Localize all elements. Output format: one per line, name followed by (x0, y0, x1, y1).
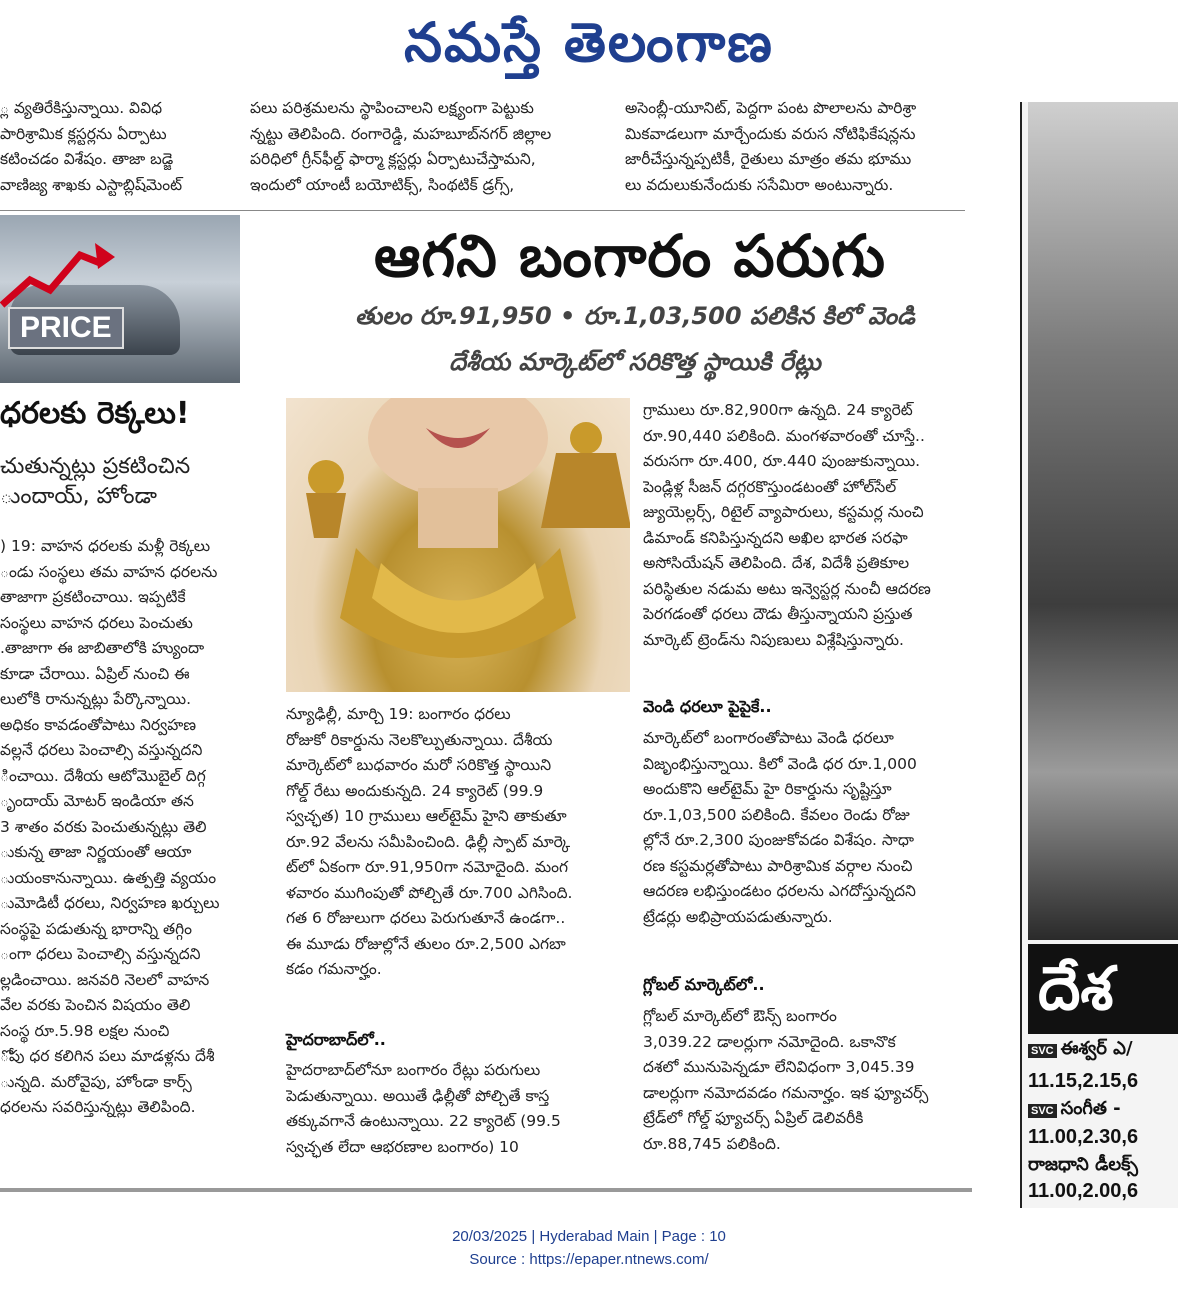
text-line: లులోకి రానున్నట్లు పేర్కొన్నాయి. (0, 690, 192, 708)
text-line: లు వదులుకునేందుకు ససేమిరా అంటున్నారు. (625, 175, 894, 194)
text-line: తక్కువగానే ఉంటున్నాయి. 22 క్యారెట్ (99.5 (286, 1112, 561, 1130)
rising-arrow-icon (0, 235, 120, 315)
text-line: ృందాయ్ మోటర్ ఇండియా తన (0, 792, 194, 810)
side-story-subtitle (0, 452, 240, 512)
text-line: కడం గమనార్హం. (286, 960, 382, 978)
theatre-2 (1028, 1098, 1178, 1123)
svc-logo: SVC (1028, 1044, 1057, 1058)
car-price-image (0, 215, 240, 383)
theatre-1 (1028, 1038, 1178, 1063)
text-line: 3 శాతం వరకు పెంచుతున్నట్లు తెలి (0, 817, 207, 836)
price-badge: PRICE (8, 307, 124, 349)
text-line: రూ.90,440 పలికింది. మంగళవారంతో చూస్తే.. (643, 426, 925, 445)
theatre-3-name: రాజధాని డీలక్స్ (1028, 1154, 1138, 1175)
theatre-1-name: ఈశ్వర్ ఎ/ (1060, 1038, 1133, 1059)
text-line: మార్కెట్‌లో బుధవారం మరో సరికొత్త స్థాయిని (286, 756, 552, 774)
divider-top (0, 210, 965, 211)
top-strip-col1 (0, 96, 240, 198)
jewellery-illustration (286, 398, 630, 692)
text-line: జ్యుయెల్లర్స్, రిటైల్ వ్యాపారులు, కస్టమర్ల నుంచి (643, 503, 924, 521)
main-col-a-hyderabad (286, 1058, 630, 1160)
text-line: దశలో మునుపెన్నడూ లేనివిధంగా 3,045.39 (643, 1058, 915, 1076)
text-line: కూడా చేరాయి. ఏప్రిల్ నుంచి ఈ (0, 664, 190, 683)
text-line: ) 19: వాహన ధరలకు మళ్లీ రెక్కలు (0, 537, 211, 555)
text-line: వాణిజ్య శాఖకు ఎస్టాబ్లిష్‌మెంట్ (0, 175, 183, 194)
text-line: విజృంభిస్తున్నాయి. కిలో వెండి ధర రూ.1,000 (643, 754, 917, 773)
text-line: ోపు ధర కలిగిన పలు మాడళ్లను దేశీ (0, 1047, 215, 1065)
theatre-2-name: సంగీత - (1060, 1098, 1121, 1119)
movie-ad (1020, 102, 1178, 1208)
text-line: ుందాయ్, హోండా (0, 484, 157, 509)
main-col-b-global (643, 1004, 973, 1157)
text-line: ంగా ధరలు పెంచాల్సి వస్తున్నదని (0, 945, 201, 963)
text-line: పలు పరిశ్రమలను స్థాపించాలని లక్ష్యంగా పెట్టుకు (250, 99, 534, 117)
hyderabad-subheading: హైదరాబాద్‌లో.. (286, 1030, 386, 1049)
movie-title: దేశ (1028, 944, 1178, 1034)
text-line: ట్రేడర్లు అభిప్రాయపడుతున్నారు. (643, 907, 833, 926)
theatre-3 (1028, 1154, 1178, 1179)
text-line: ళవారం ముగింపుతో పోల్చితే రూ.700 ఎగిసింది. (286, 883, 573, 902)
text-line: మార్కెట్‌లో బంగారంతోపాటు వెండి ధరలూ (643, 729, 894, 747)
text-line: వల్లనే ధరలు పెంచాల్సి వస్తున్నదని (0, 741, 203, 759)
main-subhead-2: దేశీయ మార్కెట్‌లో సరికొత్త స్థాయికి రేట్లు (449, 348, 821, 376)
text-line: ండు సంస్థలు తమ వాహన ధరలను (0, 562, 218, 581)
text-line: స్వచ్ఛత) 10 గ్రాములు ఆల్‌టైమ్ హైని తాకుతూ (286, 807, 567, 825)
text-line: ున్నది. మరోవైపు, హోండా కార్స్ (0, 1072, 192, 1091)
top-strip-col2 (250, 96, 610, 198)
theatre-2-times: 11.00,2.30,6 (1028, 1126, 1139, 1148)
text-line: ట్రేడ్‌లో గోల్డ్ ఫ్యూచర్స్ ఏప్రిల్ డెలివరీకి (643, 1109, 864, 1127)
text-line: ల్లడించాయి. జనవరి నెలలో వాహన (0, 970, 210, 989)
text-line: మార్కెట్ ట్రెండ్‌ను నిపుణులు విశ్లేషిస్తున్నారు. (643, 630, 904, 649)
side-story-title: ధరలకు రెక్కలు! (0, 396, 190, 431)
text-line: అందుకొని ఆల్‌టైమ్ హై రికార్డును సృష్టిస్తూ (643, 780, 892, 798)
text-line: ట్‌లో ఏకంగా రూ.91,950గా నమోదైంది. మంగ (286, 858, 569, 876)
text-line: పరిధిలో గ్రీన్‌ఫీల్డ్ ఫార్మా క్లస్టర్లు ఏర్పాటుచేస్తామని, (250, 150, 536, 168)
main-col-a-intro (286, 702, 630, 983)
text-line: పెండ్లిళ్ల సీజన్ దగ్గరకొస్తుండటంతో హోల్‌సేల్ (643, 477, 897, 496)
text-line: ధరలను సవరిస్తున్నట్లు తెలిపింది. (0, 1098, 196, 1116)
text-line: ఈ మూడు రోజుల్లోనే తులం రూ.2,500 ఎగబా (286, 934, 566, 953)
text-line: పారిశ్రామిక క్లస్టర్లను ఏర్పాటు (0, 124, 167, 143)
text-line: డాలర్లుగా నమోదవడం గమనార్హం. ఇక ఫ్యూచర్స్ (643, 1083, 929, 1102)
text-line: .తాజాగా ఈ జాబితాలోకి హ్యుందా (0, 639, 205, 657)
text-line: వేల వరకు పెంచిన విషయం తెలి (0, 996, 191, 1014)
text-line: అసెంబ్లీ-యూనిట్, పెద్దగా పంట పొలాలను పారిశ్రా (625, 99, 917, 117)
text-line: పెడుతున్నాయి. అయితే ఢిల్లీతో పోల్చితే కాస్త (286, 1086, 550, 1105)
text-line: న్నట్టు తెలిపింది. రంగారెడ్డి, మహబూబ్‌నగర్ జిల్లాల (250, 124, 552, 143)
divider-bottom (0, 1188, 972, 1192)
theatre-3-times: 11.00,2.00,6 (1028, 1180, 1139, 1202)
global-subheading: గ్లోబల్ మార్కెట్‌లో.. (643, 975, 765, 994)
text-line: సంస్థపై పడుతున్న భారాన్ని తగ్గిం (0, 919, 192, 938)
text-line: సంస్థలు వాహన ధరలు పెంచుతు (0, 613, 193, 632)
text-line: మికవాడలుగా మార్చేందుకు వరుస నోటిఫికేషన్లను (625, 124, 916, 143)
text-line: ్ల వ్యతిరేకిస్తున్నాయి. వివిధ (0, 99, 163, 117)
text-line: సంస్థ రూ.5.98 లక్షల నుంచి (0, 1021, 170, 1040)
main-headline: ఆగని బంగారం పరుగు (374, 222, 886, 290)
text-line: వరుసగా రూ.400, రూ.440 పుంజుకున్నాయి. (643, 452, 921, 470)
text-line: రోజుకో రికార్డును నెలకొల్పుతున్నాయి. దేశీయ (286, 730, 553, 749)
text-line: స్వచ్ఛత లేదా ఆభరణాల బంగారం) 10 (286, 1137, 519, 1156)
svc-logo: SVC (1028, 1104, 1057, 1118)
text-line: అధికం కావడంతోపాటు నిర్వహణ (0, 715, 197, 734)
text-line: గ్రాములు రూ.82,900గా ఉన్నది. 24 క్యారెట్ (643, 401, 913, 419)
silver-subheading: వెండి ధరలూ పైపైకే.. (643, 697, 772, 716)
text-line: గ్లోబల్ మార్కెట్‌లో ఔన్స్ బంగారం (643, 1007, 837, 1025)
text-line: జారీచేస్తున్నప్పటికీ, రైతులు మాత్రం తమ భూము (625, 150, 912, 168)
main-subhead-1: తులం రూ.91,950 • రూ.1,03,500 పలికిన కిలో వెండి (355, 302, 915, 330)
text-line: రూ.92 వేలను సమీపించింది. ఢిల్లీ స్పాట్ మార్కె (286, 832, 571, 851)
text-line: గత 6 రోజులుగా ధరలు పెరుగుతూనే ఉండగా.. (286, 909, 566, 927)
text-line: న్యూఢిల్లీ, మార్చి 19: బంగారం ధరలు (286, 705, 511, 723)
masthead-title: నమస్తే తెలంగాణ (404, 11, 774, 74)
text-line: గోల్డ్ రేటు అందుకున్నది. 24 క్యారెట్ (99.9 (286, 781, 544, 800)
main-col-b-silver (643, 726, 973, 930)
text-line: ుకున్న తాజా నిర్ణయంతో ఆయా (0, 843, 192, 861)
text-line: హైదరాబాద్‌లోనూ బంగారం రేట్లు పరుగులు (286, 1061, 541, 1079)
text-line: డిమాండ్ కనిపిస్తున్నదని అఖిల భారత సరఫా (643, 528, 908, 547)
text-line: ుమోడిటీ ధరలు, నిర్వహణ ఖర్చులు (0, 894, 220, 912)
footer-date-edition: 20/03/2025 | Hyderabad Main | Page : 10 (452, 1228, 726, 1245)
gold-jewellery-image (286, 398, 630, 692)
text-line: ఇందులో యాంటీ బయోటిక్స్, సింథటిక్ డ్రగ్స్, (250, 175, 515, 194)
text-line: ించాయి. దేశీయ ఆటోమొబైల్ దిగ్గ (0, 766, 206, 785)
theatre-1-times: 11.15,2.15,6 (1028, 1070, 1139, 1092)
side-story-body (0, 534, 240, 1121)
text-line: ఆదరణ లభిస్తుండటం ధరలను ఎగదోస్తున్నదని (643, 882, 916, 900)
movie-poster-image (1028, 102, 1178, 940)
text-line: పరిస్థితుల నడుమ అటు ఇన్వెస్టర్ల నుంచీ ఆదరణ (643, 579, 931, 598)
text-line: ుయంకానున్నాయి. ఉత్పత్తి వ్యయం (0, 868, 217, 887)
text-line: ల్లోనే రూ.2,300 పుంజుకోవడం విశేషం. సాధా (643, 831, 915, 849)
text-line: అసోసియేషన్ తెలిపింది. దేశ, విదేశీ ప్రతికూల (643, 554, 910, 572)
text-line: రూ.88,745 పలికింది. (643, 1134, 781, 1153)
footer-source-link[interactable]: Source : https://epaper.ntnews.com/ (469, 1251, 709, 1268)
main-col-b-top (643, 398, 973, 653)
text-line: 3,039.22 డాలర్లుగా నమోదైంది. ఒకానొక (643, 1032, 896, 1051)
top-strip-col3 (625, 96, 985, 198)
text-line: తాజాగా ప్రకటించాయి. ఇప్పటికే (0, 588, 186, 606)
text-line: పెరగడంతో ధరలు దౌడు తీస్తున్నాయని ప్రస్తుత (643, 605, 913, 623)
text-line: రూ.1,03,500 పలికింది. కేవలం రెండు రోజు (643, 805, 910, 824)
text-line: కటించడం విశేషం. తాజా బడ్జె (0, 150, 174, 168)
text-line: చుతున్నట్లు ప్రకటించిన (0, 454, 191, 479)
text-line: రణ కస్టమర్లతోపాటు పారిశ్రామిక వర్గాల నుంచి (643, 856, 913, 875)
